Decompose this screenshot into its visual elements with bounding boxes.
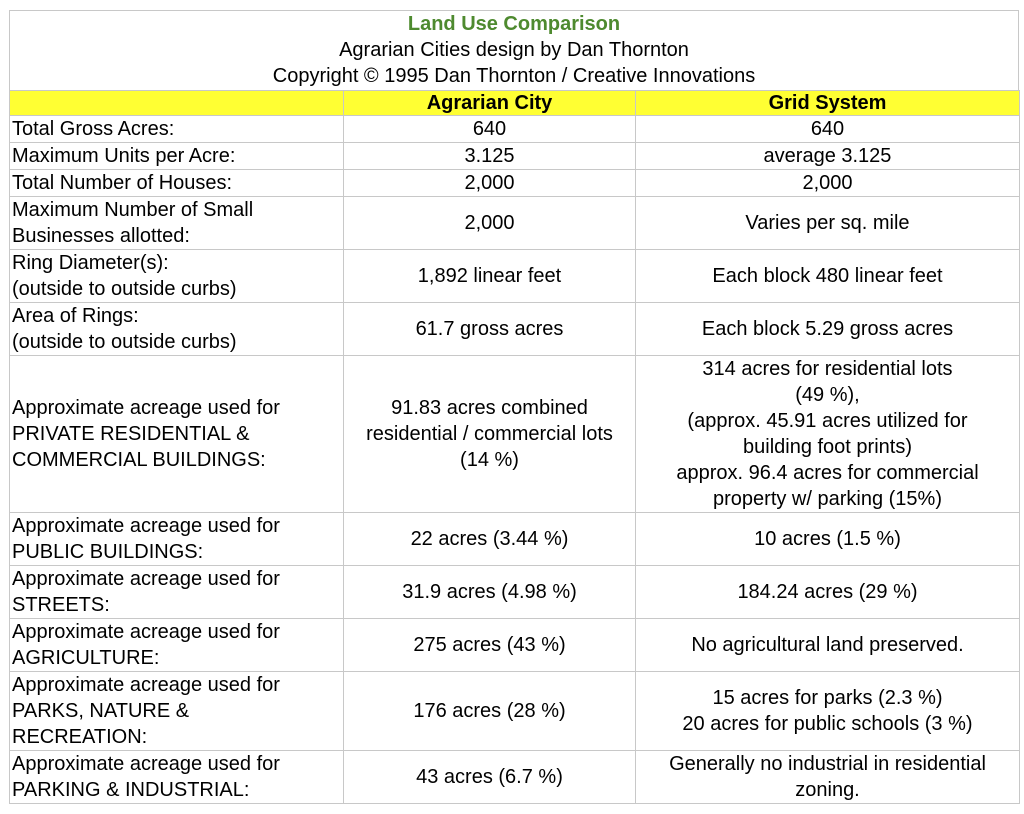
agrarian-city-line: 275 acres (43 %) xyxy=(413,634,566,656)
table-row xyxy=(10,197,1020,250)
header-agrarian-city: Agrarian City xyxy=(344,91,636,116)
agrarian-city-line: residential / commercial lots xyxy=(366,423,613,445)
grid-system-line: 314 acres for residential lots xyxy=(702,358,953,380)
agrarian-city-cell xyxy=(344,751,636,804)
agrarian-city-cell xyxy=(344,303,636,356)
grid-system-cell xyxy=(636,751,1020,804)
comparison-sheet xyxy=(9,10,1019,804)
row-label-line: Approximate acreage used for xyxy=(12,621,280,643)
table-row xyxy=(10,672,1020,751)
row-label-cell xyxy=(10,143,344,170)
row-label-line: STREETS: xyxy=(12,594,110,616)
table-row xyxy=(10,143,1020,170)
row-label-line: Approximate acreage used for xyxy=(12,397,280,419)
land-use-table xyxy=(9,90,1020,804)
row-label-cell xyxy=(10,250,344,303)
grid-system-cell xyxy=(636,197,1020,250)
page-subtitle: Agrarian Cities design by Dan Thornton xyxy=(339,39,689,61)
agrarian-city-cell xyxy=(344,143,636,170)
grid-system-line: Generally no industrial in residential xyxy=(669,753,986,775)
grid-system-line: (49 %), xyxy=(795,384,860,406)
table-row xyxy=(10,513,1020,566)
row-label-line: Maximum Number of Small xyxy=(12,199,254,221)
grid-system-cell xyxy=(636,116,1020,143)
grid-system-line: building foot prints) xyxy=(743,436,912,458)
table-row xyxy=(10,566,1020,619)
agrarian-city-line: 2,000 xyxy=(464,212,515,234)
agrarian-city-line: 2,000 xyxy=(464,172,515,194)
row-label-line: Businesses allotted: xyxy=(12,225,190,247)
row-label-line: RECREATION: xyxy=(12,726,148,748)
grid-system-cell xyxy=(636,303,1020,356)
row-label-line: COMMERCIAL BUILDINGS: xyxy=(12,449,266,471)
grid-system-cell xyxy=(636,619,1020,672)
grid-system-line: approx. 96.4 acres for commercial xyxy=(676,462,979,484)
table-row xyxy=(10,751,1020,804)
agrarian-city-cell xyxy=(344,513,636,566)
grid-system-line: average 3.125 xyxy=(763,145,892,167)
grid-system-line: Each block 5.29 gross acres xyxy=(701,318,954,340)
agrarian-city-line: 3.125 xyxy=(464,145,515,167)
row-label-line: Approximate acreage used for xyxy=(12,674,280,696)
table-body xyxy=(10,116,1020,804)
grid-system-cell xyxy=(636,513,1020,566)
header-blank-cell xyxy=(10,91,344,116)
agrarian-city-line: 31.9 acres (4.98 %) xyxy=(402,581,577,603)
table-row xyxy=(10,116,1020,143)
agrarian-city-line: 1,892 linear feet xyxy=(417,265,562,287)
row-label-line: PARKING & INDUSTRIAL: xyxy=(12,779,250,801)
header-grid-system: Grid System xyxy=(636,91,1020,116)
row-label-line: Approximate acreage used for xyxy=(12,568,280,590)
grid-system-cell xyxy=(636,672,1020,751)
row-label-line: Approximate acreage used for xyxy=(12,753,280,775)
agrarian-city-line: 91.83 acres combined xyxy=(391,397,588,419)
agrarian-city-cell xyxy=(344,116,636,143)
row-label-line: (outside to outside curbs) xyxy=(12,278,237,300)
row-label-line: PUBLIC BUILDINGS: xyxy=(12,541,204,563)
agrarian-city-line: (14 %) xyxy=(460,449,519,471)
grid-system-line: zoning. xyxy=(795,779,860,801)
copyright-line: Copyright © 1995 Dan Thornton / Creative Innovations xyxy=(272,65,756,87)
grid-system-cell xyxy=(636,566,1020,619)
table-row xyxy=(10,356,1020,513)
grid-system-cell xyxy=(636,250,1020,303)
agrarian-city-line: 61.7 gross acres xyxy=(415,318,564,340)
agrarian-city-cell xyxy=(344,672,636,751)
row-label-cell xyxy=(10,619,344,672)
row-label-cell xyxy=(10,170,344,197)
agrarian-city-cell xyxy=(344,197,636,250)
grid-system-line: (approx. 45.91 acres utilized for xyxy=(687,410,968,432)
row-label-line: Approximate acreage used for xyxy=(12,515,280,537)
agrarian-city-line: 43 acres (6.7 %) xyxy=(416,766,563,788)
row-label-line: Total Number of Houses: xyxy=(12,172,233,194)
row-label-line: Ring Diameter(s): xyxy=(12,252,169,274)
table-row xyxy=(10,170,1020,197)
row-label-line: PARKS, NATURE & xyxy=(12,700,190,722)
agrarian-city-cell xyxy=(344,356,636,513)
grid-system-line: 15 acres for parks (2.3 %) xyxy=(712,687,943,709)
row-label-line: AGRICULTURE: xyxy=(12,647,160,669)
row-label-line: (outside to outside curbs) xyxy=(12,331,237,353)
grid-system-cell xyxy=(636,356,1020,513)
grid-system-line: 10 acres (1.5 %) xyxy=(754,528,901,550)
agrarian-city-line: 22 acres (3.44 %) xyxy=(410,528,569,550)
table-row xyxy=(10,303,1020,356)
row-label-cell xyxy=(10,513,344,566)
grid-system-line: 640 xyxy=(810,118,845,140)
row-label-line: Total Gross Acres: xyxy=(12,118,175,140)
row-label-cell xyxy=(10,356,344,513)
grid-system-line: Each block 480 linear feet xyxy=(712,265,943,287)
agrarian-city-cell xyxy=(344,566,636,619)
grid-system-line: 2,000 xyxy=(802,172,853,194)
row-label-cell xyxy=(10,751,344,804)
grid-system-cell xyxy=(636,143,1020,170)
title-block xyxy=(9,10,1019,90)
row-label-line: Area of Rings: xyxy=(12,305,139,327)
table-row xyxy=(10,250,1020,303)
agrarian-city-cell xyxy=(344,619,636,672)
row-label-line: PRIVATE RESIDENTIAL & xyxy=(12,423,250,445)
grid-system-line: 184.24 acres (29 %) xyxy=(737,581,918,603)
row-label-line: Maximum Units per Acre: xyxy=(12,145,236,167)
agrarian-city-cell xyxy=(344,170,636,197)
agrarian-city-line: 640 xyxy=(472,118,507,140)
grid-system-line: Varies per sq. mile xyxy=(745,212,910,234)
header-row xyxy=(10,91,1020,116)
page-title: Land Use Comparison xyxy=(407,13,621,35)
grid-system-cell xyxy=(636,170,1020,197)
grid-system-line: 20 acres for public schools (3 %) xyxy=(682,713,973,735)
row-label-cell xyxy=(10,672,344,751)
row-label-cell xyxy=(10,566,344,619)
row-label-cell xyxy=(10,303,344,356)
row-label-cell xyxy=(10,197,344,250)
agrarian-city-cell xyxy=(344,250,636,303)
grid-system-line: No agricultural land preserved. xyxy=(691,634,964,656)
row-label-cell xyxy=(10,116,344,143)
agrarian-city-line: 176 acres (28 %) xyxy=(413,700,566,722)
table-row xyxy=(10,619,1020,672)
grid-system-line: property w/ parking (15%) xyxy=(713,488,942,510)
